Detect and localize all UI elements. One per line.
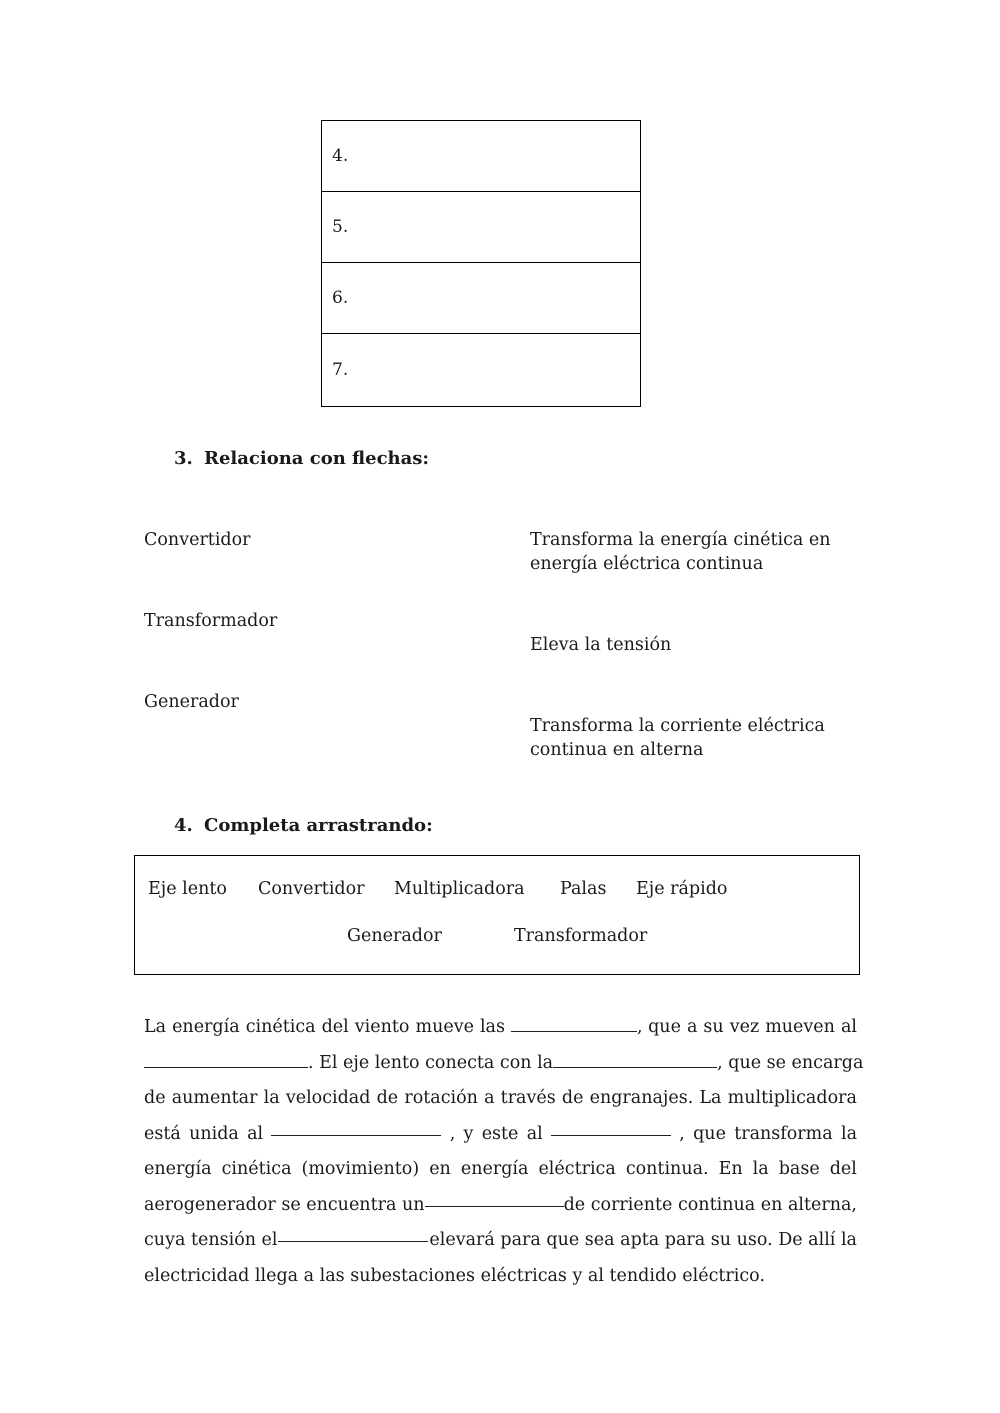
drop-blank[interactable] bbox=[553, 1049, 717, 1068]
table-row[interactable] bbox=[322, 121, 640, 192]
paragraph-line: La energía cinética del viento mueve las , que a su vez mueven al bbox=[144, 1010, 857, 1046]
match-right-item[interactable]: Transforma la energía cinética en energía eléctrica continua bbox=[530, 530, 831, 574]
row-number: 4. bbox=[332, 146, 349, 166]
draggable-word[interactable]: Convertidor bbox=[258, 879, 365, 899]
paragraph-line: aerogenerador se encuentra un de corriente continua en alterna, bbox=[144, 1188, 857, 1224]
fill-in-paragraph bbox=[144, 1010, 864, 1294]
drop-blank[interactable] bbox=[425, 1188, 564, 1207]
numbered-answer-table bbox=[321, 120, 641, 407]
row-number: 7. bbox=[332, 360, 349, 380]
row-number: 6. bbox=[332, 288, 349, 308]
section-3-heading bbox=[174, 448, 429, 469]
row-number: 5. bbox=[332, 217, 349, 237]
draggable-word[interactable]: Palas bbox=[560, 879, 607, 899]
paragraph-line: de aumentar la velocidad de rotación a través de engranajes. La multiplicadora bbox=[144, 1088, 857, 1108]
match-right-item[interactable]: Transforma la corriente eléctrica continua en alterna bbox=[530, 716, 825, 760]
table-row[interactable] bbox=[322, 263, 640, 334]
drop-blank[interactable] bbox=[144, 1049, 308, 1068]
match-right-item[interactable]: Eleva la tensión bbox=[530, 635, 672, 655]
section-title: Relaciona con flechas: bbox=[204, 448, 430, 469]
draggable-word[interactable]: Eje lento bbox=[148, 879, 227, 899]
drop-blank[interactable] bbox=[271, 1117, 441, 1136]
paragraph-line: . El eje lento conecta con la , que se encarga bbox=[144, 1046, 857, 1082]
paragraph-line: está unida al , y este al , que transforma la bbox=[144, 1117, 857, 1153]
section-number: 3. bbox=[174, 448, 193, 469]
match-left-item[interactable]: Transformador bbox=[144, 611, 278, 631]
paragraph-line: electricidad llega a las subestaciones eléctricas y al tendido eléctrico. bbox=[144, 1265, 765, 1286]
drop-blank[interactable] bbox=[511, 1013, 637, 1032]
paragraph-line: cuya tensión el elevará para que sea apta para su uso. De allí la bbox=[144, 1223, 857, 1259]
drop-blank[interactable] bbox=[551, 1117, 671, 1136]
section-title: Completa arrastrando: bbox=[204, 815, 433, 836]
table-row[interactable] bbox=[322, 334, 640, 406]
draggable-word[interactable]: Multiplicadora bbox=[394, 879, 525, 899]
paragraph-line: energía cinética (movimiento) en energía eléctrica continua. En la base del bbox=[144, 1159, 857, 1179]
word-bank bbox=[134, 855, 860, 975]
draggable-word[interactable]: Eje rápido bbox=[636, 879, 728, 899]
section-number: 4. bbox=[174, 815, 193, 836]
table-row[interactable] bbox=[322, 192, 640, 263]
draggable-word[interactable]: Generador bbox=[347, 926, 442, 946]
match-left-item[interactable]: Convertidor bbox=[144, 530, 251, 550]
section-4-heading bbox=[174, 815, 433, 836]
drop-blank[interactable] bbox=[278, 1223, 428, 1242]
draggable-word[interactable]: Transformador bbox=[514, 926, 648, 946]
match-left-item[interactable]: Generador bbox=[144, 692, 239, 712]
